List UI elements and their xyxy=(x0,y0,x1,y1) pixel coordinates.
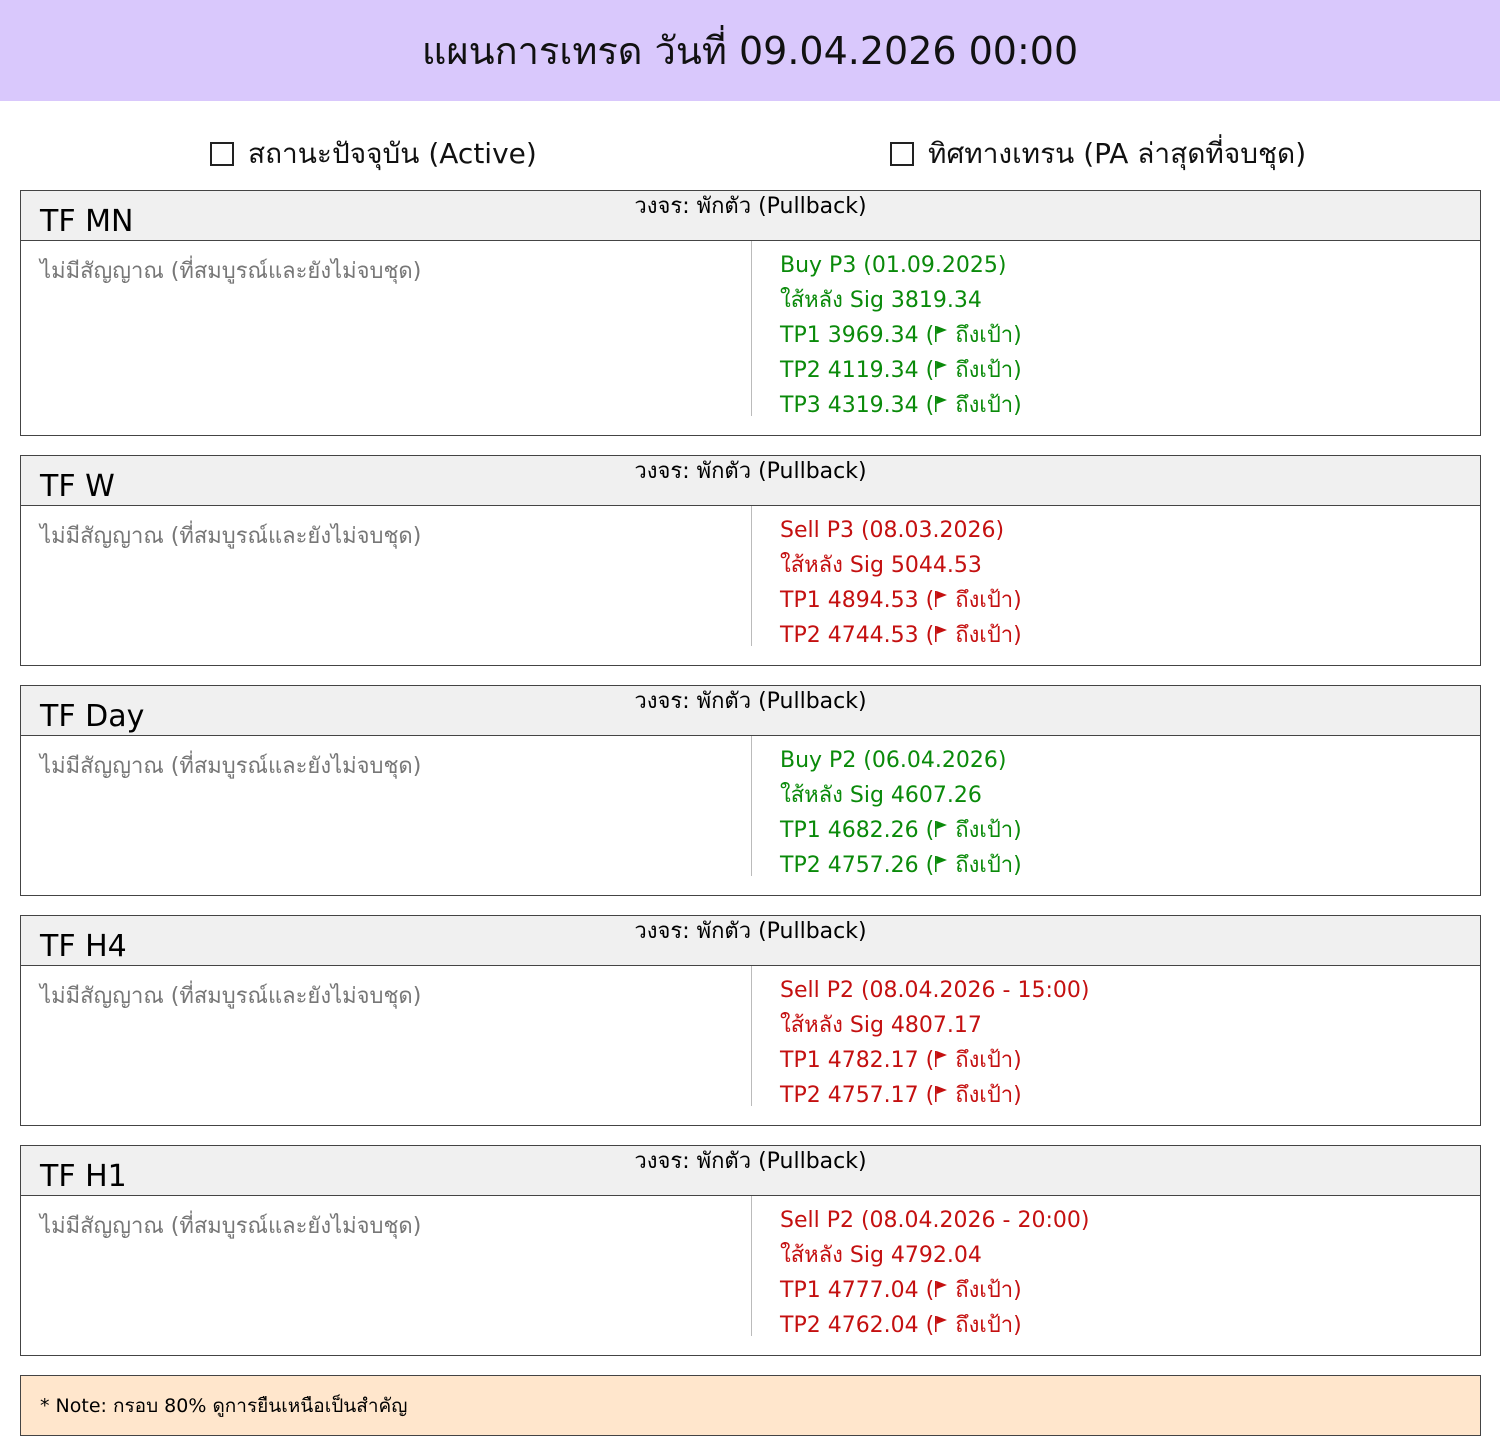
flag-icon xyxy=(934,395,948,413)
flag-icon xyxy=(934,625,948,643)
flag-icon xyxy=(934,1280,948,1298)
flag-icon xyxy=(934,1085,948,1103)
tp-line xyxy=(780,816,1022,851)
tf-header xyxy=(21,191,1480,241)
signal-line: Buy P3 (01.09.2025) xyxy=(780,253,1007,278)
note-box xyxy=(20,1375,1481,1436)
column-divider xyxy=(751,966,752,1106)
tf-section xyxy=(20,915,1481,1126)
tp-status: ถึงเป้า) xyxy=(948,1083,1022,1108)
tp-label: TP2 4762.04 ( xyxy=(780,1313,935,1338)
tf-cycle: วงจร: พักตัว (Pullback) xyxy=(634,689,867,714)
active-status-text: ไม่มีสัญญาณ (ที่สมบูรณ์และยังไม่จบชุด) xyxy=(40,754,422,779)
signal-line: Sell P2 (08.04.2026 - 20:00) xyxy=(780,1208,1090,1233)
tf-header xyxy=(21,686,1480,736)
active-status-text: ไม่มีสัญญาณ (ที่สมบูรณ์และยังไม่จบชุด) xyxy=(40,524,422,549)
tp-status: ถึงเป้า) xyxy=(948,1313,1022,1338)
sig-line: ใส้หลัง Sig 4807.17 xyxy=(780,1013,982,1038)
tf-body xyxy=(21,736,1480,895)
active-status-text: ไม่มีสัญญาณ (ที่สมบูรณ์และยังไม่จบชุด) xyxy=(40,259,422,284)
tp-label: TP1 3969.34 ( xyxy=(780,323,935,348)
tp-status: ถึงเป้า) xyxy=(948,393,1022,418)
tf-cycle: วงจร: พักตัว (Pullback) xyxy=(634,194,867,219)
tf-body xyxy=(21,966,1480,1125)
active-column-header xyxy=(210,132,537,176)
tp-label: TP3 4319.34 ( xyxy=(780,393,935,418)
tp-status: ถึงเป้า) xyxy=(948,623,1022,648)
active-status-text: ไม่มีสัญญาณ (ที่สมบูรณ์และยังไม่จบชุด) xyxy=(40,984,422,1009)
tp-status: ถึงเป้า) xyxy=(948,853,1022,878)
trend-details xyxy=(780,1206,1089,1346)
tp-label: TP2 4757.26 ( xyxy=(780,853,935,878)
tp-status: ถึงเป้า) xyxy=(948,358,1022,383)
tp-line xyxy=(780,1311,1089,1346)
column-divider xyxy=(751,736,752,876)
tf-body xyxy=(21,241,1480,435)
tp-label: TP1 4782.17 ( xyxy=(780,1048,935,1073)
signal-line: Buy P2 (06.04.2026) xyxy=(780,748,1007,773)
tf-header xyxy=(21,916,1480,966)
sig-line: ใส้หลัง Sig 4607.26 xyxy=(780,783,982,808)
active-checkbox-icon[interactable] xyxy=(210,142,234,166)
flag-icon xyxy=(934,855,948,873)
tp-label: TP1 4682.26 ( xyxy=(780,818,935,843)
column-headers xyxy=(0,132,1500,176)
tf-cycle: วงจร: พักตัว (Pullback) xyxy=(634,1149,867,1174)
tf-name: TF MN xyxy=(40,204,134,239)
tf-body xyxy=(21,1196,1480,1355)
tp-line xyxy=(780,621,1022,656)
tp-line xyxy=(780,391,1022,426)
tp-label: TP2 4757.17 ( xyxy=(780,1083,935,1108)
active-status-text: ไม่มีสัญญาณ (ที่สมบูรณ์และยังไม่จบชุด) xyxy=(40,1214,422,1239)
tp-status: ถึงเป้า) xyxy=(948,818,1022,843)
note-text: * Note: กรอบ 80% ดูการยืนเหนือเป็นสำคัญ xyxy=(40,1394,408,1417)
tf-cycle: วงจร: พักตัว (Pullback) xyxy=(634,919,867,944)
trend-column-header xyxy=(890,132,1306,176)
flag-icon xyxy=(934,1050,948,1068)
tp-line xyxy=(780,356,1022,391)
tf-name: TF H4 xyxy=(40,929,127,964)
tp-label: TP1 4894.53 ( xyxy=(780,588,935,613)
flag-icon xyxy=(934,590,948,608)
tf-body xyxy=(21,506,1480,665)
tp-line xyxy=(780,851,1022,886)
trend-column-label: ทิศทางเทรน (PA ล่าสุดที่จบชุด) xyxy=(928,137,1307,170)
tf-section xyxy=(20,190,1481,436)
tp-line xyxy=(780,1081,1089,1116)
tf-name: TF H1 xyxy=(40,1159,127,1194)
trend-details xyxy=(780,746,1022,886)
tp-label: TP1 4777.04 ( xyxy=(780,1278,935,1303)
column-divider xyxy=(751,241,752,416)
tp-line xyxy=(780,586,1022,621)
sig-line: ใส้หลัง Sig 4792.04 xyxy=(780,1243,982,1268)
tp-status: ถึงเป้า) xyxy=(948,1048,1022,1073)
flag-icon xyxy=(934,820,948,838)
tf-cycle: วงจร: พักตัว (Pullback) xyxy=(634,459,867,484)
tp-status: ถึงเป้า) xyxy=(948,588,1022,613)
page-title: แผนการเทรด วันที่ 09.04.2026 00:00 xyxy=(421,29,1079,73)
trend-details xyxy=(780,516,1022,656)
tf-section xyxy=(20,455,1481,666)
tf-name: TF Day xyxy=(40,699,145,734)
title-banner xyxy=(0,0,1500,101)
column-divider xyxy=(751,1196,752,1336)
flag-icon xyxy=(934,360,948,378)
column-divider xyxy=(751,506,752,646)
trend-details xyxy=(780,976,1089,1116)
tf-header xyxy=(21,456,1480,506)
sig-line: ใส้หลัง Sig 3819.34 xyxy=(780,288,982,313)
tp-line xyxy=(780,1276,1089,1311)
tf-section xyxy=(20,1145,1481,1356)
tp-line xyxy=(780,321,1022,356)
tf-name: TF W xyxy=(40,469,115,504)
tp-line xyxy=(780,1046,1089,1081)
tp-label: TP2 4744.53 ( xyxy=(780,623,935,648)
signal-line: Sell P3 (08.03.2026) xyxy=(780,518,1005,543)
tf-section xyxy=(20,685,1481,896)
tp-label: TP2 4119.34 ( xyxy=(780,358,935,383)
trend-details xyxy=(780,251,1022,426)
flag-icon xyxy=(934,1315,948,1333)
tf-header xyxy=(21,1146,1480,1196)
tp-status: ถึงเป้า) xyxy=(948,323,1022,348)
signal-line: Sell P2 (08.04.2026 - 15:00) xyxy=(780,978,1090,1003)
sig-line: ใส้หลัง Sig 5044.53 xyxy=(780,553,982,578)
tp-status: ถึงเป้า) xyxy=(948,1278,1022,1303)
flag-icon xyxy=(934,325,948,343)
active-column-label: สถานะปัจจุบัน (Active) xyxy=(248,137,537,170)
trend-checkbox-icon[interactable] xyxy=(890,142,914,166)
